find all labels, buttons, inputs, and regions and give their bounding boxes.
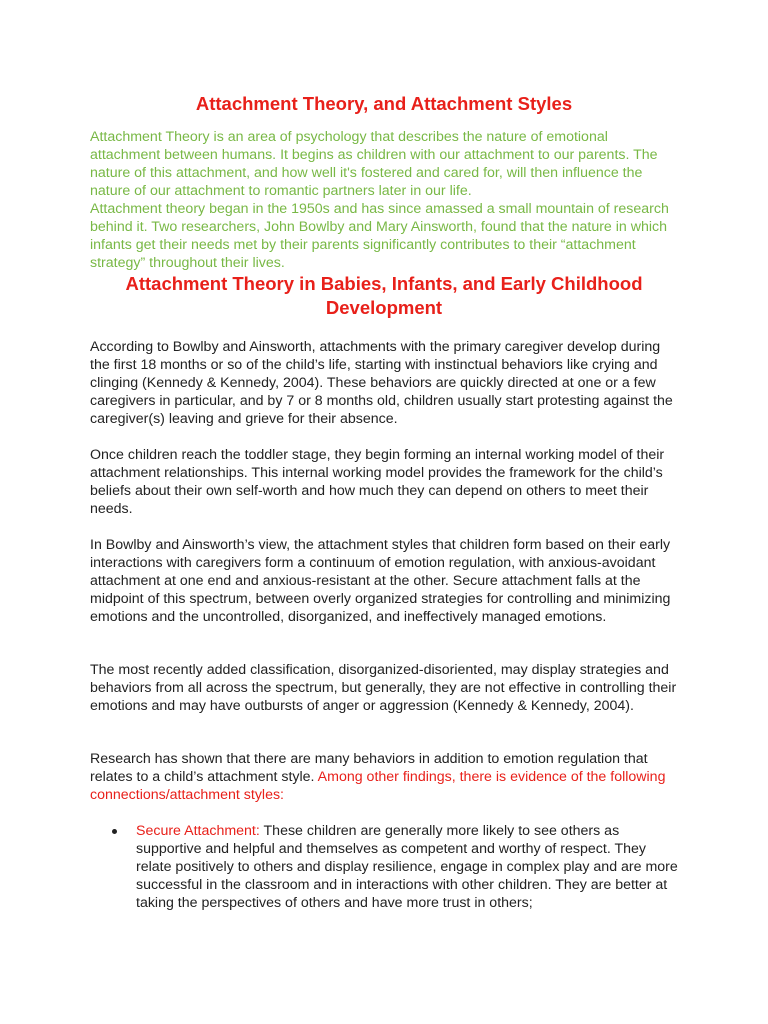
list-item-label: Secure Attachment: — [136, 823, 260, 839]
intro-section — [90, 128, 680, 272]
body-paragraph: The most recently added classification, disorganized-disoriented, may display strategies and behaviors from all across the spectrum, but generally, they are not effective in controlling their emotions and may have outbursts of anger or aggression (Kennedy & Kennedy, 2004). — [90, 662, 677, 714]
body-paragraph: In Bowlby and Ainsworth’s view, the attachment styles that children form based on their early interactions with caregivers form a continuum of emotion regulation, with anxious-avoidant attachment at one end and anxious-resistant at the other. Secure attachment falls at the midpoint of this spectrum, between overly organized strategies for controlling and minimizing emotions and the uncontrolled, disorganized, and ineffectively managed emotions. — [90, 537, 671, 625]
page-title: Attachment Theory, and Attachment Styles — [195, 93, 573, 114]
intro-paragraph: Attachment theory began in the 1950s and has since amassed a small mountain of research behind it. Two researchers, John Bowlby and Mary Ainsworth, found that the nature in which infants get their needs met by their parents significantly contributes to their “attachment strategy” throughout their lives. — [90, 201, 669, 271]
intro-paragraph: Attachment Theory is an area of psychology that describes the nature of emotional attachment between humans. It begins as children with our attachment to our parents. The nature of this attachment, and how well it's fostered and cared for, will then influence the nature of our attachment to romantic partners later in our life. — [90, 129, 658, 199]
body-text-plain: Research has shown that there are many behaviors in addition to emotion regulation that relates to a child’s attachment style. — [90, 751, 648, 785]
bullet-icon — [112, 829, 117, 834]
body-paragraph: Once children reach the toddler stage, they begin forming an internal working model of their attachment relationships. This internal working model provides the framework for the child’s beliefs about their own self-worth and how much they can depend on others to meet their needs. — [90, 447, 665, 517]
attachment-styles-list — [90, 822, 680, 912]
highlighted-text: Among other findings, there is evidence of the following connections/attachment styles: — [90, 769, 666, 803]
body-paragraph: According to Bowlby and Ainsworth, attachments with the primary caregiver develop during the first 18 months or so of the child’s life, starting with instinctual behaviors like crying and clinging (Kennedy & Kennedy, 2004). These behaviors are quickly directed at one or a few caregivers in particular, and by 7 or 8 months old, children usually start protesting against the caregiver(s) leaving and grieve for their absence. — [90, 339, 673, 427]
list-item-text: These children are generally more likely to see others as supportive and helpful and themselves as competent and worthy of respect. They relate positively to others and display resilience, engage in complex play and are more successful in the classroom and in interactions with other children. They are better at taking the perspectives of others and have more trust in others; — [136, 823, 678, 911]
body-paragraph — [90, 750, 680, 804]
section-heading: Attachment Theory in Babies, Infants, and Early Childhood Development — [125, 273, 643, 318]
list-item — [90, 822, 680, 912]
